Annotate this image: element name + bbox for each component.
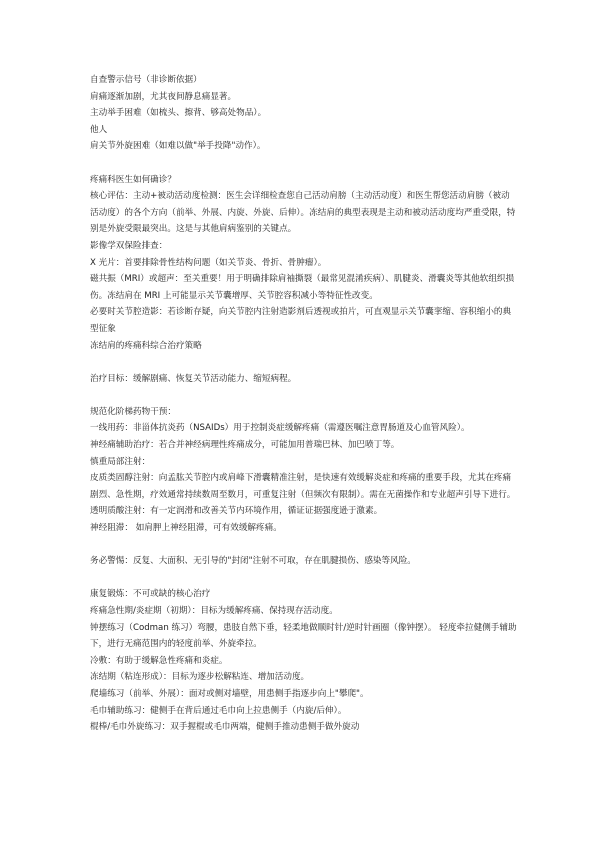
paragraph: 治疗目标：缓解剧痛、恢复关节活动能力、缩短病程。 — [90, 373, 297, 384]
paragraph: 爬墙练习（前举、外展）：面对或侧对墙壁，用患侧手指逐步向上"攀爬"。 — [90, 688, 369, 699]
document-page — [90, 72, 518, 736]
paragraph: 棍棒/毛巾外旋练习：双手握棍或毛巾两端，健侧手推动患侧手做外旋动 — [90, 722, 360, 733]
paragraph: 肩关节外旋困难（如难以做"举手投降"动作）。 — [90, 141, 266, 152]
paragraph: 冷敷：有助于缓解急性疼痛和炎症。 — [90, 655, 228, 666]
paragraph: 主动举手困难（如梳头、擦背、够高处物品）。 — [90, 108, 267, 119]
paragraph: 自查警示信号（非诊断依据） — [90, 75, 202, 85]
paragraph: 一线用药：非甾体抗炎药（NSAIDs）用于控制炎症缓解疼痛（需遵医嘱注意胃肠道及心血管风险）。 — [90, 423, 470, 434]
paragraph: 疼痛急性期/炎症期（初期）：目标为缓解疼痛、保持现存活动度。 — [90, 606, 338, 616]
paragraph: 规范化阶梯药物干预： — [90, 406, 176, 417]
paragraph: 核心评估：主动+被动活动度检测：医生会详细检查您自己活动肩膀（主动活动度）和医生帮您活动肩膀（被动活动度）的各个方向（前举、外展、内旋、外旋、后伸）。冻结肩的典型表现是主动和被动活动度均严重受限，特别是外旋受限最突出。这是与其他肩病鉴别的关键点。 — [90, 191, 516, 235]
paragraph-gap — [90, 354, 518, 371]
paragraph-gap — [90, 570, 518, 587]
paragraph: 神经痛辅助治疗：若合并神经病理性疼痛成分，可能加用普瑞巴林、加巴喷丁等。 — [90, 440, 400, 451]
paragraph: 慎重局部注射： — [90, 456, 151, 467]
paragraph: 必要时关节腔造影：若诊断存疑，向关节腔内注射造影剂后透视或拍片，可直观显示关节囊挛缩、容积缩小的典型征象 — [90, 307, 512, 334]
paragraph: 冻结期（粘连形成）：目标为逐步松解粘连、增加活动度。 — [90, 672, 310, 683]
paragraph: 透明质酸注射：有一定润滑和改善关节内环境作用，循证证据强度逊于激素。 — [90, 506, 383, 517]
paragraph: 冻结肩的疼痛科综合治疗策略 — [90, 340, 202, 351]
paragraph: X 光片：首要排除骨性结构问题（如关节炎、骨折、骨肿瘤）。 — [90, 257, 327, 268]
paragraph-gap — [90, 155, 518, 172]
paragraph: 钟摆练习（Codman 练习）弯腰，患肢自然下垂，轻柔地做顺时针/逆时针画圈（像钟摆）。 轻度牵拉健侧手辅助下，进行无痛范围内的轻度前举、外旋牵拉。 — [90, 622, 517, 650]
paragraph-gap — [90, 537, 518, 554]
paragraph: 务必警惕：反复、大面积、无引导的"封闭"注射不可取，存在肌腱损伤、感染等风险。 — [90, 556, 416, 567]
paragraph: 影像学双保险排查： — [90, 240, 168, 251]
paragraph: 疼痛科医生如何确诊？ — [90, 174, 176, 185]
paragraph-gap — [90, 387, 518, 404]
paragraph: 磁共振（MRI）或超声：至关重要！用于明确排除肩袖撕裂（最常见混淆疾病）、肌腱炎、滑囊炎等其他软组织损伤。冻结肩在 MRI 上可能显示关节囊增厚、关节腔容积减小等特征性改变。 — [90, 274, 515, 301]
paragraph: 肩痛逐渐加剧，尤其夜间静息痛显著。 — [90, 91, 237, 102]
paragraph: 他人 — [90, 124, 108, 135]
paragraph: 毛巾辅助练习：健侧手在背后通过毛巾向上拉患侧手（内旋/后伸）。 — [90, 705, 347, 716]
paragraph: 康复锻炼：不可或缺的核心治疗 — [90, 589, 211, 600]
paragraph: 神经阻滞： 如肩胛上神经阻滞，可有效缓解疼痛。 — [90, 523, 282, 534]
paragraph: 皮质类固醇注射：向孟肱关节腔内或肩峰下滑囊精准注射，是快速有效缓解炎症和疼痛的重要手段，尤其在疼痛剧烈、急性期，疗效通常持续数周至数月，可重复注射（但频次有限制）。需在无菌操作和专业超声引导下进行。 — [90, 473, 516, 500]
